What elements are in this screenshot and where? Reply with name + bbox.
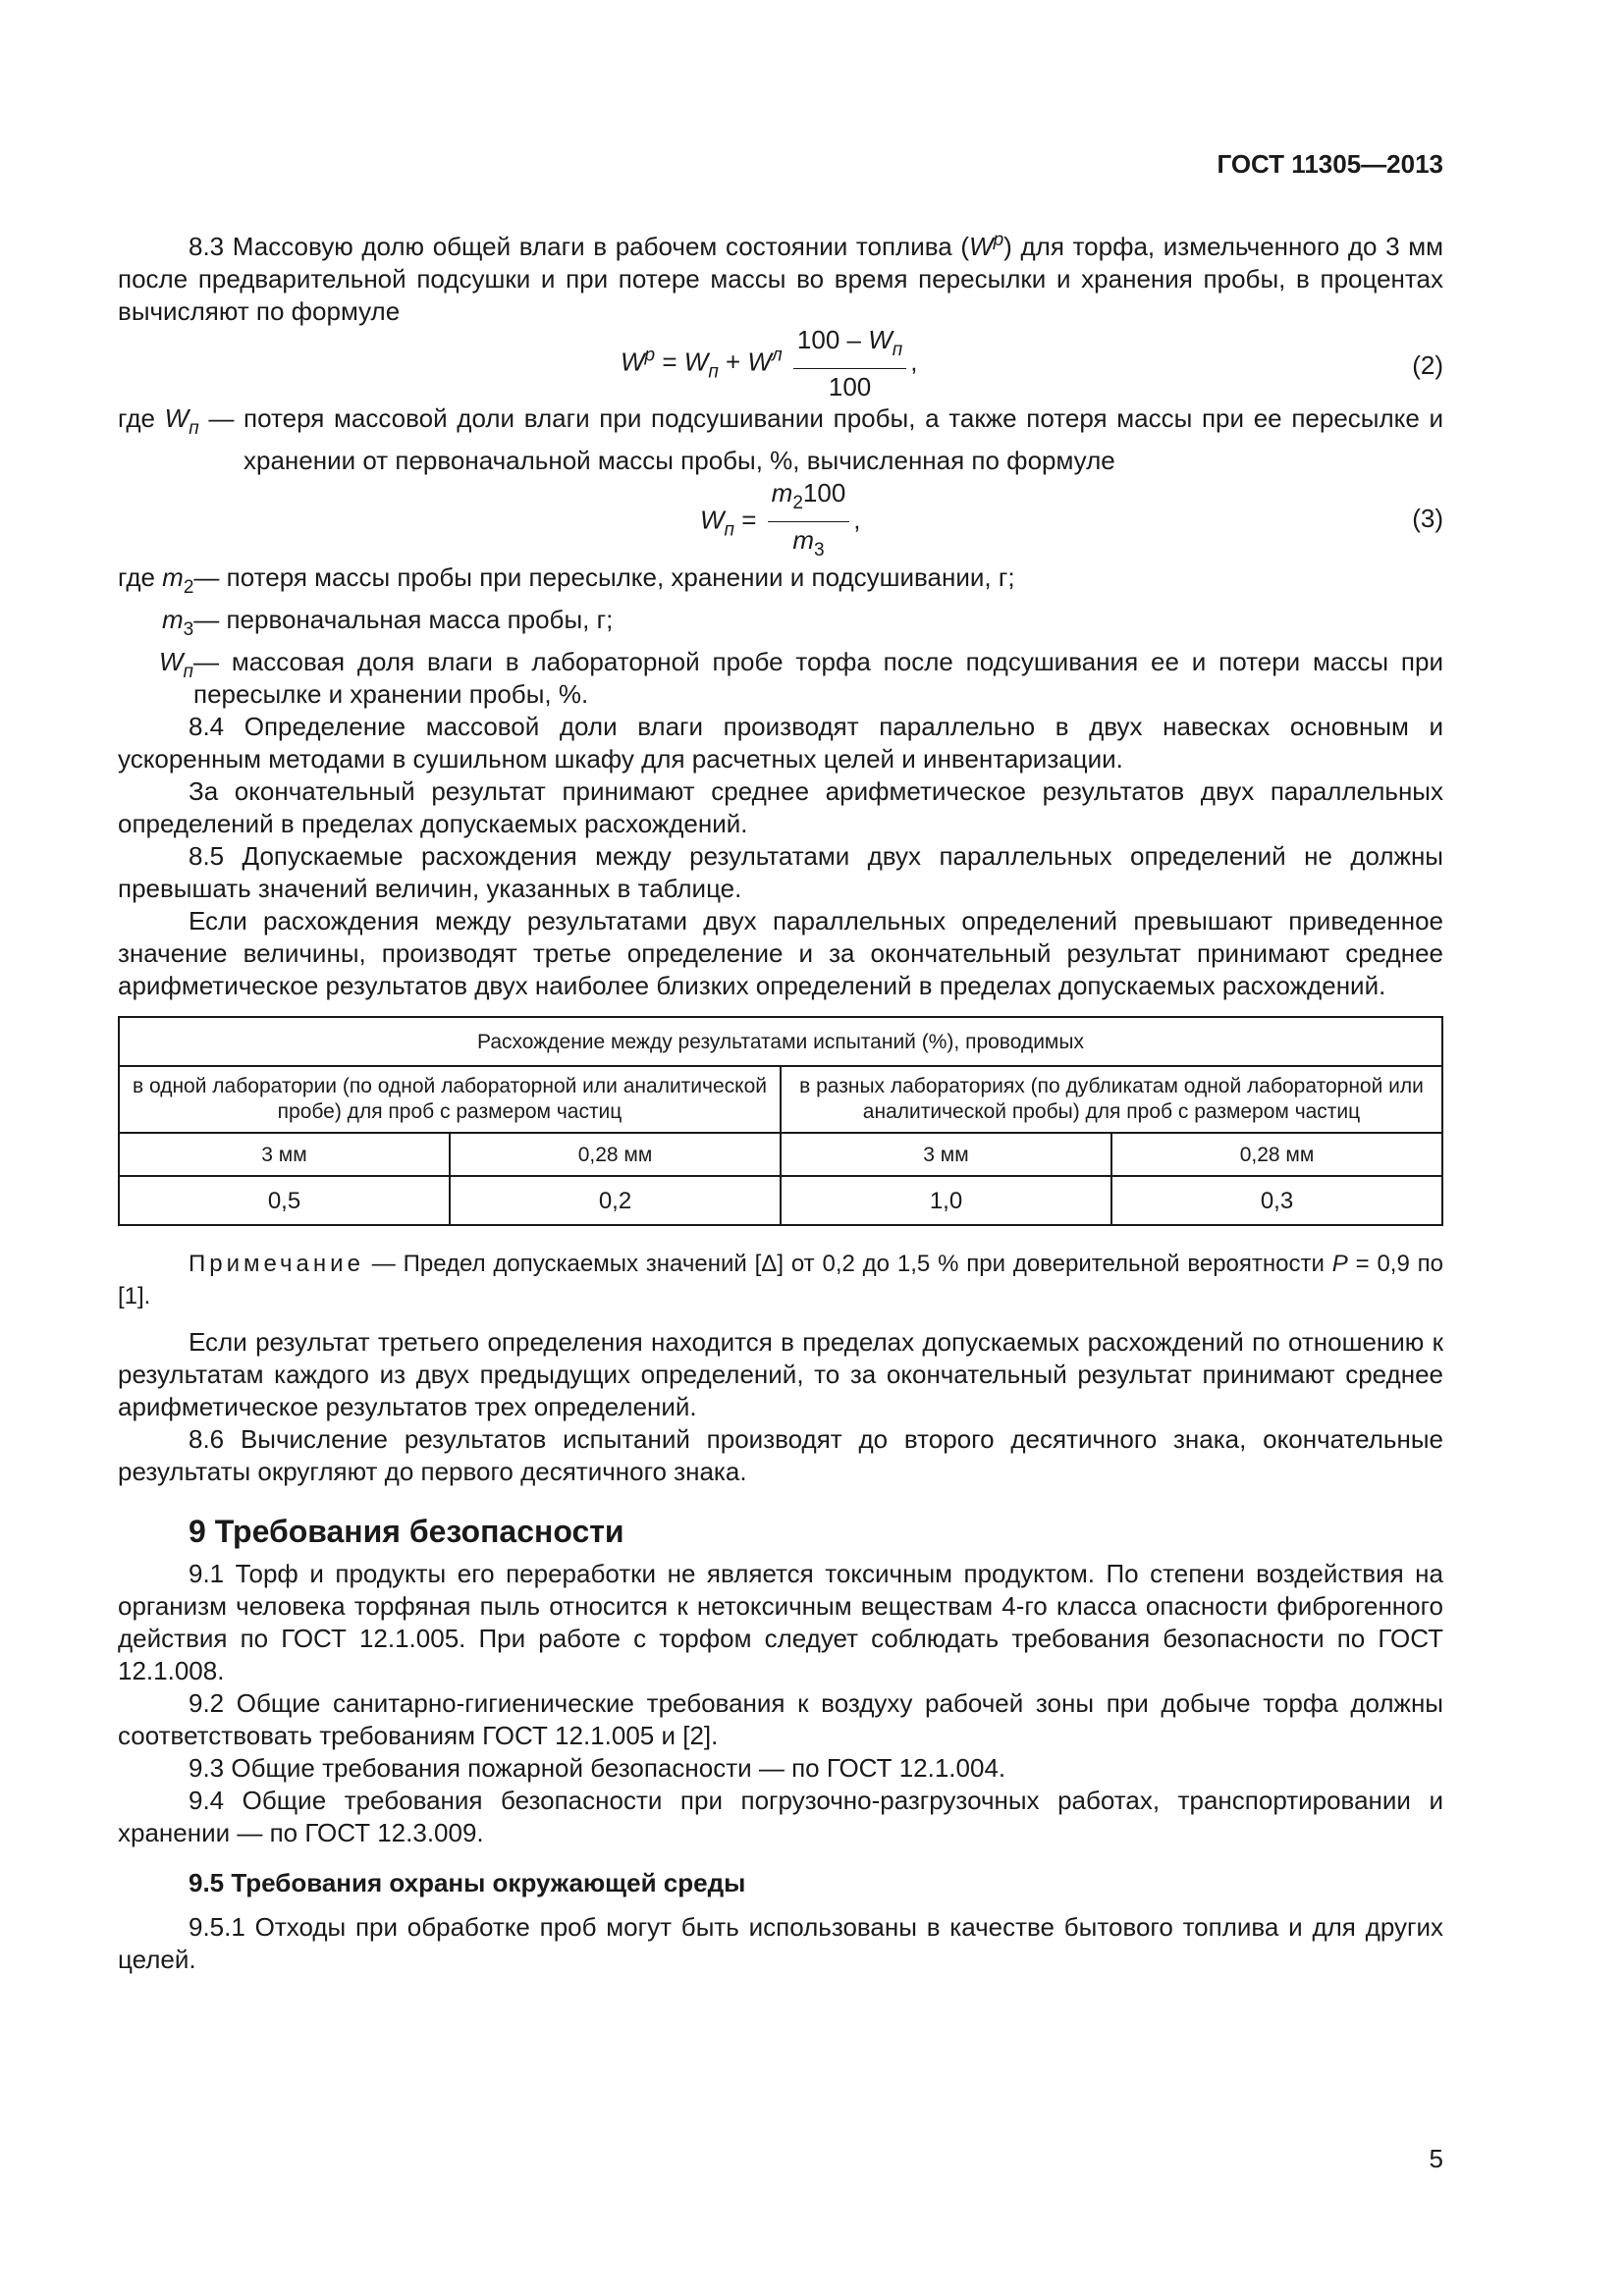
tolerance-table [118, 1016, 1443, 1226]
table-size-cell: 3 мм [781, 1133, 1111, 1176]
formula-3-fraction: $\frac{m_2100}{m_3}$ [768, 477, 850, 566]
paragraph-8-5: 8.5 Допускаемые расхождения между результатами двух параллельных определений не должны превышать значений величин, указанных в таблице. [118, 841, 1443, 903]
formula-2-fraction: $\frac{100 - W_п}{100}$ [793, 324, 906, 403]
page-content [118, 224, 1443, 1976]
section-9-heading: 9 Требования безопасности [189, 1514, 624, 1549]
document-page [118, 0, 1443, 2296]
table-note: Примечание — Предел допускаемых значений [Δ] от 0,2 до 1,5 % при доверительной вероятности P = 0,9 по [1]. [118, 1251, 1443, 1309]
table-group-one-lab: в одной лаборатории (по одной лабораторной или аналитической пробе) для проб с размером частиц [119, 1066, 781, 1133]
table-size-cell: 0,28 мм [1111, 1133, 1442, 1176]
paragraph-8-4: 8.4 Определение массовой доли влаги производят параллельно в двух навесках основным и ускоренным методами в сушильном шкафу для расчетных целей и инвентаризации. [118, 712, 1443, 774]
formula-3: $W_п$ = $\frac{m_2100}{m_3}$ , (3) [118, 477, 1443, 561]
table-group-different-labs: в разных лабораториях (по дубликатам одной лабораторной или аналитической пробы) для проб с размером частиц [781, 1066, 1442, 1133]
paragraph-final-result: За окончательный результат принимают среднее арифметическое результатов двух параллельных определений в пределах допускаемых расхождений. [118, 776, 1443, 838]
table-value-cell: 0,2 [450, 1176, 781, 1225]
paragraph-9-4: 9.4 Общие требования безопасности при погрузочно-разгрузочных работах, транспортировании и хранении — по ГОСТ 12.3.009. [118, 1786, 1443, 1847]
legend-wp: $W_п$ — массовая доля влаги в лабораторной пробе торфа после подсушивания ее и потери массы при пересылке и хранении пробы, %. [159, 647, 1443, 709]
page-number: 5 [1429, 2144, 1443, 2173]
table-size-cell: 3 мм [119, 1133, 450, 1176]
paragraph-9-5-1: 9.5.1 Отходы при обработке проб могут быть использованы в качестве бытового топлива и для других целей. [118, 1912, 1443, 1974]
table-size-cell: 0,28 мм [450, 1133, 781, 1176]
legend-m3: $m_3$ — первоначальная масса пробы, г; [162, 605, 614, 640]
paragraph-8-6: 8.6 Вычисление результатов испытаний производят до второго десятичного знака, окончательные результаты округляют до первого десятичного знака. [118, 1424, 1443, 1486]
table-value-cell: 0,5 [119, 1176, 450, 1225]
paragraph-9-1: 9.1 Торф и продукты его переработки не является токсичным продуктом. По степени воздействия на организм человека торфяная пыль относится к нетоксичным веществам 4-го класса опасности фиброгенного действия по ГОСТ 12.1.005. При работе с торфом следует соблюдать требования безопасности по ГОСТ 12.1.008. [118, 1559, 1443, 1685]
formula-2-number: (2) [1412, 350, 1443, 380]
formula-2: $W^p = W_п + W^л$ $\frac{100 - W_п}{100}$ , (2) [621, 325, 1443, 401]
table-value-cell: 0,3 [1111, 1176, 1442, 1225]
paragraph-third-determination: Если результат третьего определения находится в пределах допускаемых расхождений по отношению к результатам каждого из двух предыдущих определений, то за окончательный результат принимают среднее арифметическое результатов трех определений. [118, 1327, 1443, 1421]
document-id: ГОСТ 11305—2013 [1217, 149, 1443, 179]
paragraph-9-3: 9.3 Общие требования пожарной безопасности — по ГОСТ 12.1.004. [189, 1753, 1006, 1783]
where-wp: где $W_п$ — потеря массовой доли влаги при подсушивании пробы, а также потеря массы при ее пересылке и хранении от первоначальной массы пробы, %, вычисленная по формуле [118, 403, 1443, 475]
formula-3-number: (3) [1412, 504, 1443, 533]
paragraph-8-3: 8.3 Массовую долю общей влаги в рабочем состоянии топлива $(W^p)$ для торфа, измельченного до 3 мм после предварительной подсушки и при потере массы во время пересылки и хранения пробы, в процентах вычисляют по формуле [118, 230, 1443, 326]
paragraph-9-2: 9.2 Общие санитарно-гигиенические требования к воздуху рабочей зоны при добыче торфа должны соответствовать требованиям ГОСТ 12.1.005 и [2]. [118, 1688, 1443, 1750]
legend-m2: где $m_2$ — потеря массы пробы при пересылке, хранении и подсушивании, г; [118, 562, 1015, 598]
table-title: Расхождение между результатами испытаний (%), проводимых [119, 1017, 1442, 1066]
paragraph-exceed: Если расхождения между результатами двух параллельных определений превышают приведенное значение величины, производят третье определение и за окончательный результат принимают среднее арифметическое результатов двух наиболее близких определений в пределах допускаемых расхождений. [118, 906, 1443, 1000]
table-value-cell: 1,0 [781, 1176, 1111, 1225]
subsection-9-5-heading: 9.5 Требования охраны окружающей среды [189, 1868, 746, 1897]
